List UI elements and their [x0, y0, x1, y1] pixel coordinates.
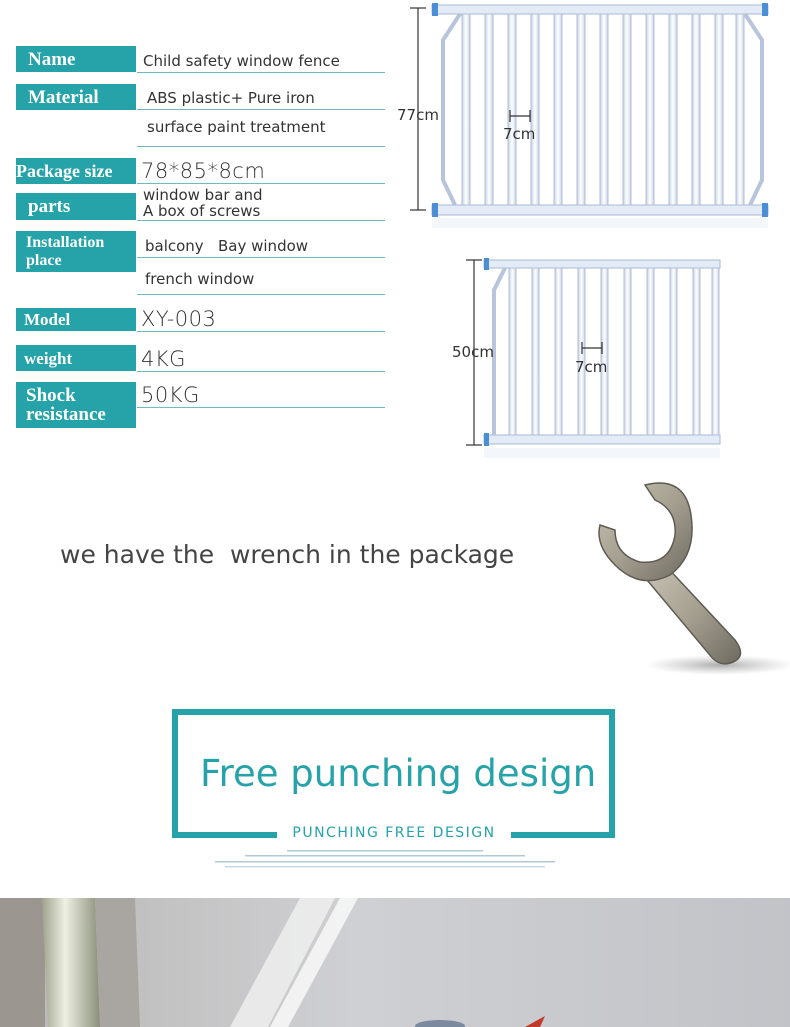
spec-value-material-2: surface paint treatment [137, 112, 385, 147]
spec-label-model: Model [16, 308, 136, 331]
spec-value-installation: balcony Bay window [137, 231, 385, 258]
small-gap-label: 7cm [575, 358, 608, 376]
product-photo [0, 898, 790, 1027]
small-height-label: 50cm [452, 343, 494, 361]
spec-value-parts-2: A box of screws [137, 203, 385, 221]
spec-value-package-size: 78*85*8cm [137, 158, 385, 184]
spec-label-installation-place [16, 231, 136, 272]
banner-title: Free punching design [200, 752, 597, 795]
spec-label-installation-line1: Installation [26, 233, 105, 251]
spec-value-installation-2: french window [137, 262, 385, 295]
spec-label-weight: weight [16, 345, 136, 371]
spec-label-shock-line2: resistance [26, 404, 106, 425]
spec-value-model: XY-003 [137, 304, 385, 332]
spec-label-package-size: Package size [16, 158, 136, 184]
spec-value-parts: window bar and [143, 186, 263, 203]
wrench-caption: we have the wrench in the package [60, 540, 515, 569]
spec-value-weight: 4KG [137, 343, 385, 372]
spec-label-material: Material [16, 84, 136, 110]
wrench-icon [585, 480, 790, 705]
spec-value-name: Child safety window fence [137, 46, 385, 73]
spec-value-shock: 50KG [137, 380, 385, 408]
decorative-dots [215, 848, 555, 870]
spec-value-material: ABS plastic+ Pure iron [137, 84, 385, 110]
fence-diagram-large [400, 0, 790, 235]
spec-label-shock-resistance [16, 382, 136, 428]
banner-subtitle: PUNCHING FREE DESIGN [277, 822, 511, 844]
spec-label-name: Name [16, 46, 136, 72]
spec-label-installation-line2: place [26, 251, 62, 269]
spec-label-parts: parts [16, 193, 136, 220]
large-gap-label: 7cm [503, 125, 536, 143]
large-height-label: 77cm [397, 106, 439, 124]
spec-label-shock-line1: Shock [26, 385, 76, 406]
